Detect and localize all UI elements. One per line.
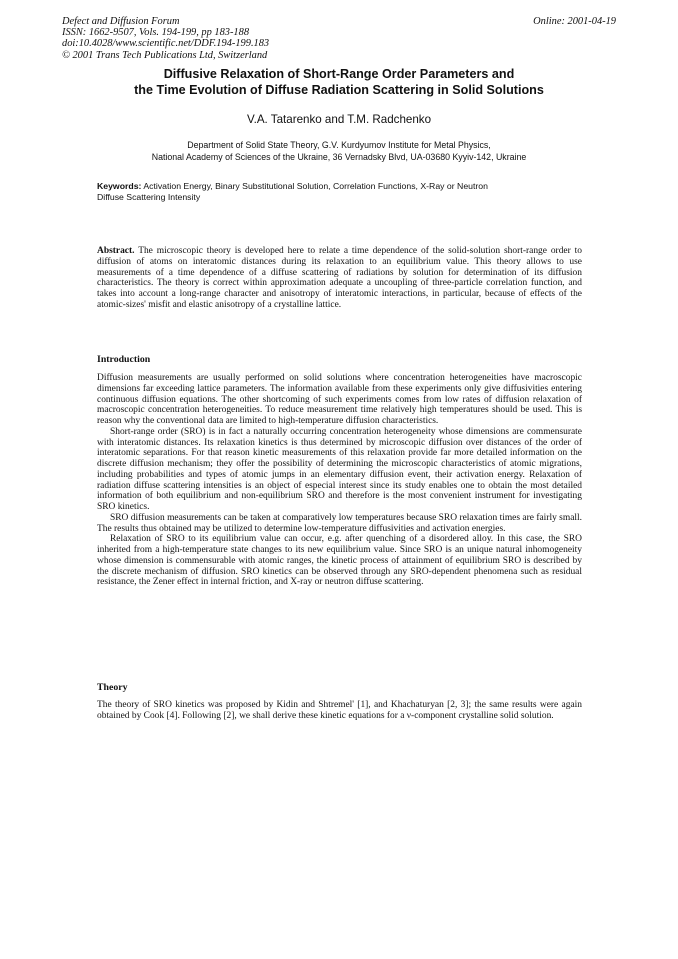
theory-paragraph: The theory of SRO kinetics was proposed by Kidin and Shtremel' [1], and Khachaturyan [2, 3]; the same results were again obtained by Cook [4]. Following [2], we shall derive these kinetic equations for a ν-component crystalline solid solution. — [97, 700, 582, 721]
journal-info — [62, 16, 482, 61]
keywords-label: Keywords: — [97, 181, 142, 191]
journal-doi: doi:10.4028/www.scientific.net/DDF.194-199.183 — [62, 38, 270, 50]
intro-paragraph-4: Relaxation of SRO to its equilibrium value can occur, e.g. after quenching of a disordered alloy. In this case, the SRO inherited from a high-temperature state changes to its new equilibrium value. Since SRO is an unique natural inhomogeneity whose dimension is commensurable with atomic ranges, the kinetic process of attainment of equilibrium SRO is described by the discrete mechanism of diffusion. SRO kinetics can be observed through any SRO-dependent phenomena such as residual resistance, the Zener effect in internal friction, and X-ray or neutron diffuse scattering. — [97, 534, 582, 588]
online-date: Online: 2001-04-19 — [533, 16, 616, 27]
abstract-text: The microscopic theory is developed here to relate a time dependence of the solid-solution short-range order to diffusion of atoms on interatomic distances during its relaxation to an equilibrium value. This theory allows to use measurements of a time dependence of a diffuse scattering of radiations by solution for determination of its diffusion characteristics. The theory is correct within approximation adequate a uncoupling of three-particle correlation function, and takes into account a long-range character and anisotropy of interatomic interactions, in particular, because of effects of the atomic-sizes' misfit and elastic anisotropy of a crystalline lattice. — [97, 246, 582, 310]
journal-name: Defect and Diffusion Forum — [62, 16, 180, 27]
authors: V.A. Tatarenko and T.M. Radchenko — [246, 113, 432, 126]
title-line-2: the Time Evolution of Diffuse Radiation Scattering in Solid Solutions — [134, 82, 544, 97]
keywords-text: Activation Energy, Binary Substitutional Solution, Correlation Functions, X-Ray or Neutron Diffuse Scattering Intensity — [97, 181, 488, 203]
intro-paragraph-3: SRO diffusion measurements can be taken at comparatively low temperatures because SRO relaxation times are fairly small. The results thus obtained may be utilized to determine low-temperature diffusivities and activation energies. — [97, 512, 582, 534]
journal-issn: ISSN: 1662-9507, Vols. 194-199, pp 183-188 — [62, 27, 250, 39]
title-line-1: Diffusive Relaxation of Short-Range Order Parameters and — [163, 67, 515, 81]
intro-paragraph-1: Diffusion measurements are usually performed on solid solutions where concentration heterogeneities have macroscopic dimensions far exceeding lattice parameters. The information available from these experiments only give diffusivities entering continuous diffusion equations. The other shortcoming of such experiments comes from low rates of diffusion relaxation of macroscopic concentration heterogeneities. To reduce measurement time relatively high temperatures should be used. This is reason why the conventional data are limited to high-temperature diffusion characteristics. — [97, 373, 582, 426]
intro-paragraph-2: Short-range order (SRO) is in fact a naturally occurring concentration heterogeneity whose dimensions are commensurate with interatomic distances. Its relaxation kinetics is thus determined by microscopic diffusion over distances of the order of interatomic separations. For that reason kinetic measurements of this relaxation provide far more detailed information on the discrete diffusion mechanism; they offer the possibility of determining the microscopic characteristics of atomic migrations, including probabilities and types of atomic jumps in an elementary diffusion event, their activation energy. Relaxation of radiation diffuse scattering intensities is an object of especial interest since its study enables one to obtain the most detailed information of both equilibrium and non-equilibrium SRO and therefore is the most convenient instrument for investigating SRO kinetics. — [97, 426, 582, 512]
affiliation-line-2: National Academy of Sciences of the Ukraine, 36 Vernadsky Blvd, UA-03680 Kyyiv-142, Ukraine — [151, 152, 527, 162]
theory-heading: Theory — [97, 682, 128, 693]
introduction-heading: Introduction — [97, 354, 151, 365]
abstract-label: Abstract. — [97, 246, 135, 256]
theory-body — [97, 700, 582, 722]
affiliation — [62, 139, 616, 163]
abstract — [97, 246, 582, 311]
keywords — [97, 181, 517, 203]
journal-copyright: © 2001 Trans Tech Publications Ltd, Switzerland — [62, 49, 268, 61]
affiliation-line-1: Department of Solid State Theory, G.V. Kurdyumov Institute for Metal Physics, — [187, 140, 491, 150]
introduction-body — [97, 373, 582, 588]
paper-title — [62, 67, 616, 98]
